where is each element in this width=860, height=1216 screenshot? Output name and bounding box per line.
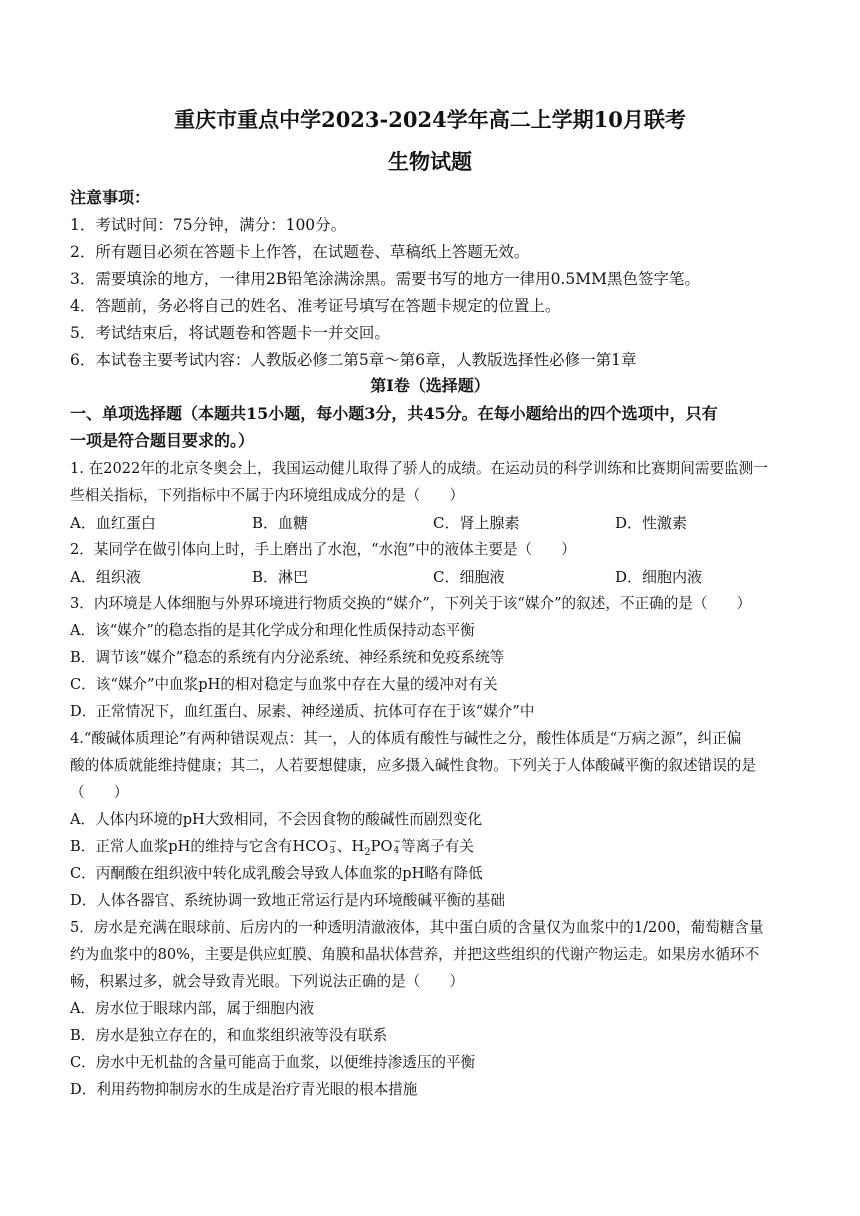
dihydrogen-phosphate-formula: $H_2PO$ − 4: [351, 837, 401, 858]
q1-option-a: A．血红蛋白: [70, 514, 156, 532]
notice-item: 6．本试卷主要考试内容：人教版必修二第5章～第6章，人教版选择性必修一第1章: [70, 351, 637, 369]
notice-item: 4．答题前，务必将自己的姓名、准考证号填写在答题卡规定的位置上。: [70, 297, 561, 315]
q4-stem-line3: （ ）: [70, 784, 129, 801]
q3-option-a: A．该“媒介”的稳态指的是其化学成分和理化性质保持动态平衡: [70, 622, 475, 639]
q4-option-c: C．丙酮酸在组织液中转化成乳酸会导致人体血浆的pH略有降低: [70, 865, 483, 882]
bicarbonate-text: HCO: [292, 838, 329, 855]
q5-stem-line1: 5．房水是充满在眼球前、后房内的一种透明清澈液体，其中蛋白质的含量仅为血浆中的1/200，葡萄糖含量: [70, 919, 764, 936]
exam-title: 重庆市重点中学2023-2024学年高二上学期10月联考: [174, 107, 686, 132]
q5-option-b: B．房水是独立存在的，和血浆组织液等没有联系: [70, 1027, 388, 1044]
phosphate-text: PO: [370, 838, 393, 855]
q4-option-d: D．人体各器官、系统协调一致地正常运行是内环境酸碱平衡的基础: [70, 892, 505, 909]
q4-stem-line2: 酸的体质就能维持健康；其二，人若要想健康，应多摄入碱性食物。下列关于人体酸碱平衡的叙述错误的是: [70, 757, 756, 774]
q2-stem: 2．某同学在做引体向上时，手上磨出了水泡，“水泡”中的液体主要是（ ）: [70, 541, 576, 558]
q1-stem-line2: 些相关指标，下列指标中不属于内环境组成成分的是（ ）: [70, 487, 465, 504]
q3-option-c: C．该“媒介”中血浆pH的相对稳定与血浆中存在大量的缓冲对有关: [70, 676, 498, 693]
q2-option-d: D．细胞内液: [615, 568, 703, 586]
q5-option-c: C．房水中无机盐的含量可能高于血浆，以便维持渗透压的平衡: [70, 1054, 476, 1071]
exam-subtitle: 生物试题: [388, 149, 472, 174]
q5-stem-line3: 畅，积累过多，就会导致青光眼。下列说法正确的是（ ）: [70, 973, 465, 990]
q1-option-c: C．肾上腺素: [433, 514, 520, 532]
notice-item: 3．需要填涂的地方，一律用2B铅笔涂满涂黑。需要书写的地方一律用0.5MM黑色签字笔。: [70, 270, 701, 288]
q2-option-c: C．细胞液: [433, 568, 505, 586]
section-heading-line1: 一、单项选择题（本题共15小题，每小题3分，共45分。在每小题给出的四个选项中，只有: [70, 404, 718, 423]
q3-option-d: D．正常情况下，血红蛋白、尿素、神经递质、抗体可存在于该“媒介”中: [70, 703, 535, 720]
notice-item: 5．考试结束后，将试题卷和答题卡一并交回。: [70, 324, 390, 342]
notice-item: 2．所有题目必须在答题卡上作答，在试题卷、草稿纸上答题无效。: [70, 243, 530, 261]
q4-option-b-prefix: B．正常人血浆pH的维持与它含有: [70, 838, 293, 855]
q4-option-b-suffix: 等离子有关: [400, 838, 474, 855]
q4-option-b-separator: 、: [336, 838, 352, 855]
q4-option-b: [70, 837, 800, 863]
q5-stem-line2: 约为血浆中的80%，主要是供应虹膜、角膜和晶状体营养，并把这些组织的代谢产物运走。如果房水循环不: [70, 946, 760, 963]
bicarbonate-formula: HCO − 3: [292, 837, 337, 856]
hydrogen-text: H: [351, 838, 365, 855]
q2-option-a: A．组织液: [70, 568, 141, 586]
q4-stem-line1: 4.“酸碱体质理论”有两种错误观点：其一，人的体质有酸性与碱性之分，酸性体质是“万病之源”，纠正偏: [70, 730, 742, 747]
q3-stem: 3．内环境是人体细胞与外界环境进行物质交换的“媒介”，下列关于该“媒介”的叙述，不正确的是（ ）: [70, 595, 752, 612]
q2-option-b: B．淋巴: [252, 568, 309, 586]
q5-option-a: A．房水位于眼球内部，属于细胞内液: [70, 1000, 315, 1017]
q3-option-b: B．调节该“媒介”稳态的系统有内分泌系统、神经系统和免疫系统等: [70, 649, 505, 666]
notice-heading: 注意事项：: [70, 188, 151, 207]
section-heading-line2: 一项是符合题目要求的。）: [70, 431, 255, 450]
volume-heading: 第Ⅰ卷（选择题）: [370, 376, 490, 395]
notice-item: 1．考试时间：75分钟，满分：100分。: [70, 216, 347, 234]
q4-option-a: A．人体内环境的pH大致相同，不会因食物的酸碱性而剧烈变化: [70, 811, 483, 828]
q1-option-d: D．性激素: [615, 514, 688, 532]
q1-option-b: B．血糖: [252, 514, 309, 532]
q5-option-d: D．利用药物抑制房水的生成是治疗青光眼的根本措施: [70, 1081, 418, 1098]
q1-stem-line1: 1. 在2022年的北京冬奥会上，我国运动健儿取得了骄人的成绩。在运动员的科学训练和比赛期间需要监测一: [70, 460, 768, 477]
